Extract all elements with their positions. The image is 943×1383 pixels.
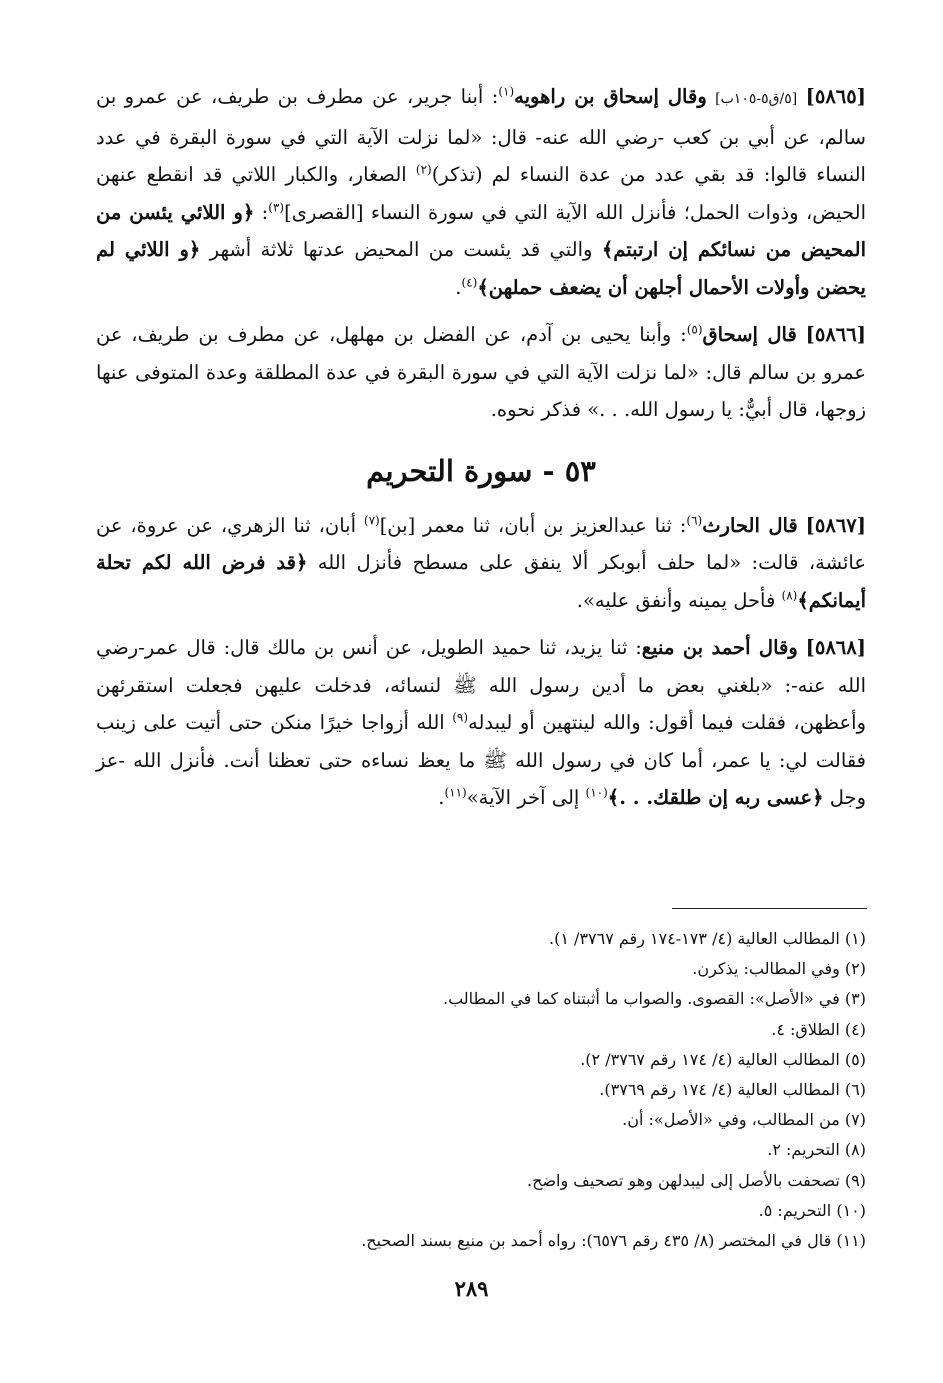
hadith-number: [٥٨٦٧] [805, 513, 867, 537]
footnote-ref: (٣) [268, 200, 285, 214]
footnote-ref: (٨) [781, 588, 798, 602]
text-segment: : وأبنا يحيى بن آدم، عن الفضل بن مهلهل، عن مطرف بن طريف، عن عمرو بن سالم قال: «لما نزلت الآية التي في سورة البقرة في عدة المطلقة وعدة المتوفى عنها زوجها، قال أبيٌّ: يا رسول الله. . .» فذكر نحوه. [96, 323, 866, 421]
quran-quote: ﴿و اللائي يئسن من المحيض من نسائكم إن ارتبتم﴾ [96, 200, 866, 261]
narrator-heading: قال إسحاق [702, 323, 797, 346]
text-segment: : ثنا عبدالعزيز بن أبان، ثنا معمر [بن] [379, 513, 687, 537]
text-segment: : [254, 200, 269, 224]
footnote: (٦) المطالب العالية (٤/ ١٧٤ رقم ٣٧٦٩). [599, 1080, 866, 1100]
footnote: (٤) الطلاق: ٤. [771, 1019, 866, 1039]
footnote-ref: (٤) [461, 275, 478, 289]
footnote: (١) المطالب العالية (٤/ ١٧٣-١٧٤ رقم ٣٧٦٧/ ١). [549, 929, 866, 948]
footnote: (١٠) التحريم: ٥. [758, 1200, 866, 1220]
footnote-ref: (٥) [686, 322, 703, 337]
footnote-ref: (١١) [444, 785, 467, 800]
footnote: (٢) وفي المطالب: يذكرن. [692, 959, 866, 979]
narrator-heading: قال الحارث [702, 513, 798, 537]
text-segment: والتي قد يئست من المحيض عدتها ثلاثة أشهر [200, 238, 602, 261]
quran-quote: ﴿و اللائي لم يحضن وأولات الأحمال أجلهن أن يضعف حملهن﴾ [96, 238, 866, 299]
page-number: ٢٨٩ [454, 1276, 489, 1301]
footnote: (٨) التحريم: ٢. [767, 1140, 866, 1160]
quran-quote: ﴿عسى ربه إن طلقك. . .﴾ [607, 786, 824, 809]
footnote: (٩) تصحفت بالأصل إلى ليبدلهن وهو تصحيف واضح. [527, 1170, 866, 1190]
hadith-5866 [96, 316, 866, 429]
text-segment: فأحل يمينه وأنفق عليه». [576, 588, 782, 612]
footnote-ref: (٢) [415, 162, 432, 177]
text-segment: . [455, 275, 462, 299]
hadith-5868 [96, 629, 866, 817]
text-segment: الصغار، والكبار اللاتي قد انقطع عنهن الحيض، وذوات الحمل؛ فأنزل الله الآية التي في سورة النساء [القصرى] [96, 163, 866, 224]
text-segment: . [438, 786, 445, 809]
text-segment: الله أزواجا خيرًا منكن حتى أتيت على زينب فقالت لي: يا عمر، أما كان في رسول الله ﷺ ما يعظ نساءه حتى تعظنا أنت. فأنزل الله -عز وجل [96, 711, 866, 809]
footnote: (٣) في «الأصل»: القصوى. والصواب ما أثبتناه كما في المطالب. [443, 989, 866, 1009]
footnote-ref: (٩) [452, 710, 469, 725]
main-text [96, 78, 866, 827]
text-segment: : ثنا يزيد، ثنا حميد الطويل، عن أنس بن مالك قال: قال عمر-رضي الله عنه-: «بلغني بعض ما أدين رسول الله ﷺ لنسائه، فدخلت عليهن فجعلت استقرئهن وأعظهن، فقلت فيما أقول: والله لينتهين أو ليبدله [96, 636, 866, 734]
footnote-ref: (١٠) [585, 785, 608, 800]
surah-title: ٥٣ - سورة التحريم [366, 453, 596, 488]
hadith-number: [٥٨٦٨] [805, 636, 866, 659]
footnote: (١١) قال في المختصر (٨/ ٤٣٥ رقم ٦٥٧٦): رواه أحمد بن منيع بسند الصحيح. [361, 1231, 866, 1251]
footnote-ref: (١) [498, 84, 515, 99]
text-segment: أبان، ثنا الزهري، عن عروة، عن عائشة، قالت: «لما حلف أبوبكر ألا ينفق على مسطح فأنزل الله [96, 513, 866, 574]
text-segment: : أبنا جرير، عن مطرف بن طريف، عن عمرو بن سالم، عن أبي بن كعب -رضي الله عنه- قال: «لما نزلت الآية التي في سورة البقرة في عدد النساء قالوا: قد بقي عدد من عدة النساء لم (تذكر) [96, 85, 866, 186]
hadith-number: [٥٨٦٦] [805, 323, 866, 346]
hadith-5865 [96, 78, 866, 306]
footnote-ref: (٧) [363, 513, 380, 527]
hadith-number: [٥٨٦٥] [805, 85, 866, 108]
hadith-5867 [96, 507, 866, 620]
footnote: (٧) من المطالب، وفي «الأصل»: أن. [622, 1110, 866, 1130]
quran-quote: ﴿قد فرض الله لكم تحلة أيمانكم﴾ [96, 551, 866, 612]
manuscript-ref: [٥/ق٥-١٠٥ب] [715, 91, 798, 107]
footnote-ref: (٦) [686, 513, 703, 527]
narrator-heading: وقال أحمد بن منيع [641, 636, 798, 659]
text-segment: إلى آخر الآية» [466, 786, 586, 809]
footnote-divider [672, 908, 867, 909]
narrator-heading: وقال إسحاق بن راهويه [514, 85, 707, 108]
footnote: (٥) المطالب العالية (٤/ ١٧٤ رقم ٣٧٦٧/ ٢). [580, 1049, 866, 1069]
footnotes [96, 924, 866, 1256]
